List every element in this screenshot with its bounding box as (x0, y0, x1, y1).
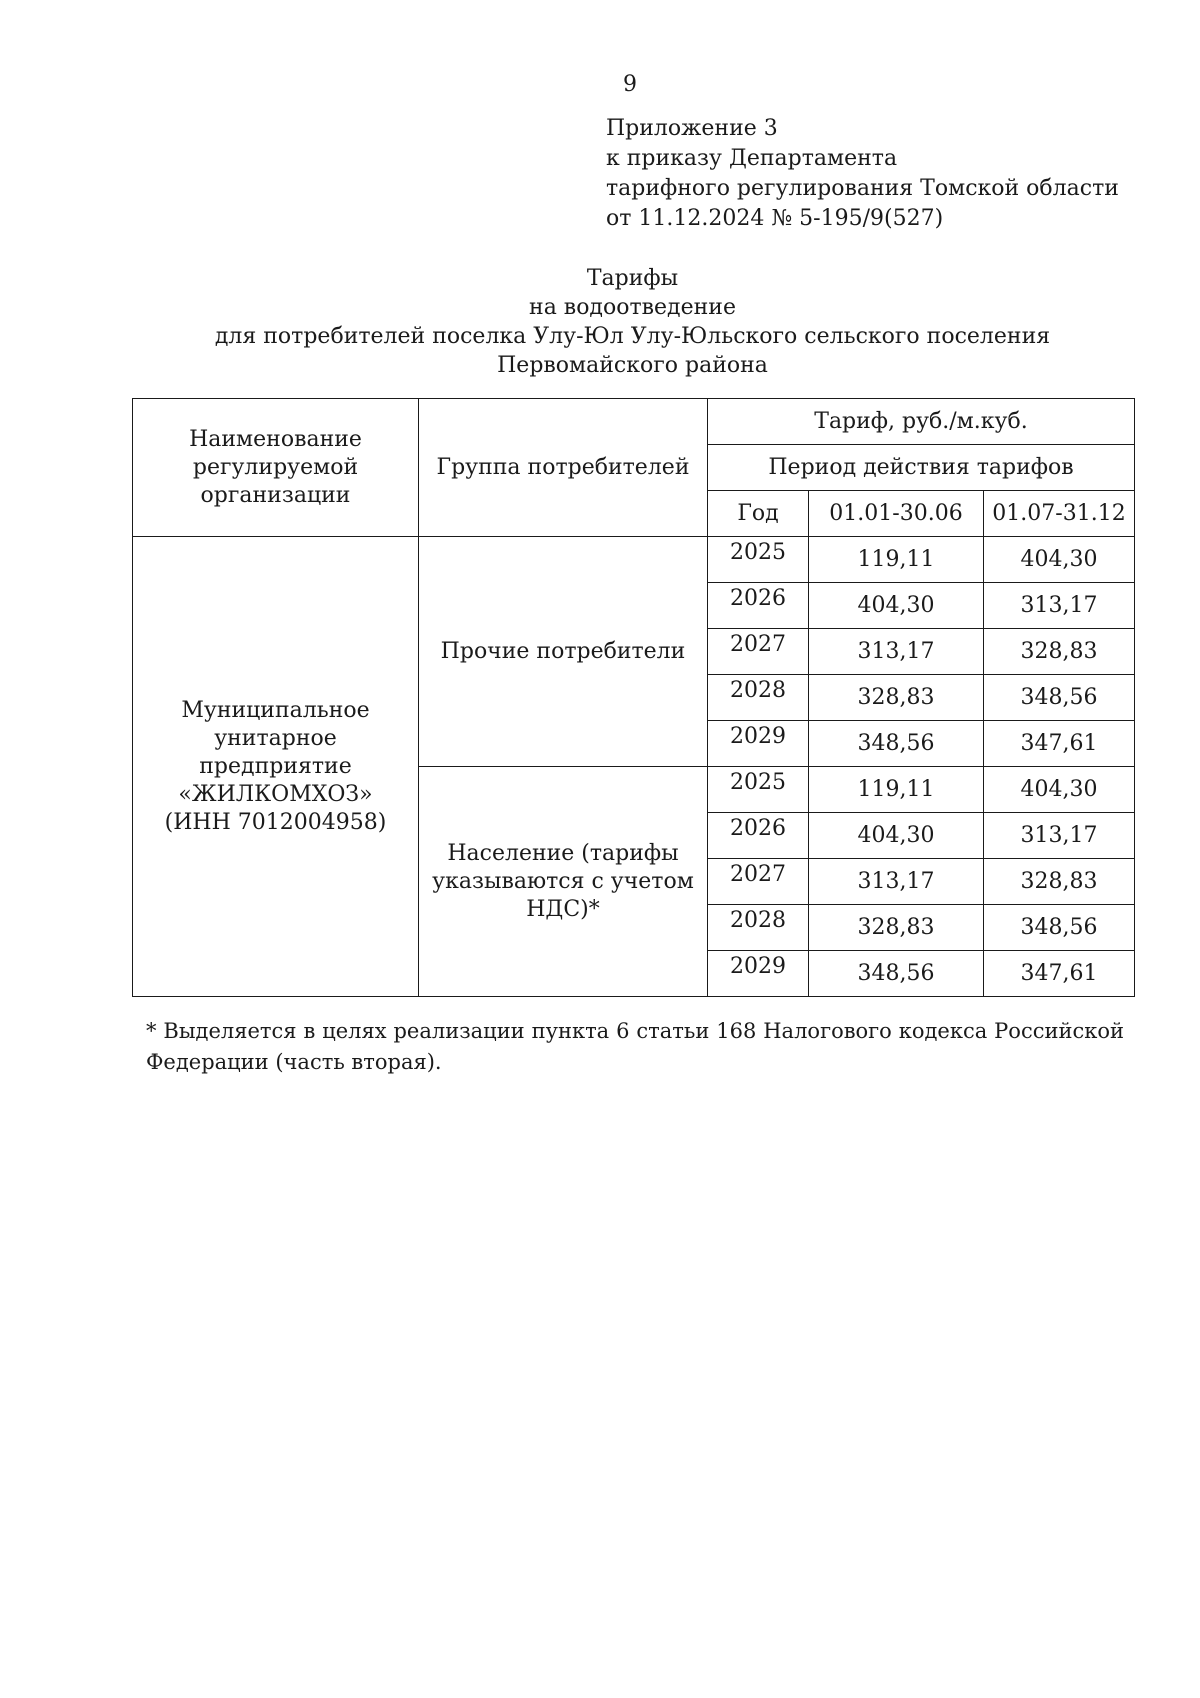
tariff-period-2-cell: 313,17 (984, 583, 1135, 629)
header-org-column: Наименование регулируемой организации (133, 399, 419, 537)
organization-name (133, 537, 419, 997)
organization-line-1: Муниципальное (181, 697, 370, 723)
consumer-group-line: НДС)* (526, 896, 600, 922)
tariff-period-1-cell: 328,83 (809, 675, 984, 721)
tariff-period-1-cell: 404,30 (809, 583, 984, 629)
year-cell: 2026 (708, 813, 809, 859)
appendix-line-1: Приложение 3 (606, 116, 778, 141)
tariff-period-1-cell: 313,17 (809, 859, 984, 905)
header-period-1: 01.01-30.06 (809, 491, 984, 537)
tariff-period-1-cell: 404,30 (809, 813, 984, 859)
consumer-group-line: указываются с учетом (432, 868, 694, 894)
tariff-period-1-cell: 348,56 (809, 721, 984, 767)
header-period: Период действия тарифов (708, 445, 1135, 491)
tariff-period-2-cell: 348,56 (984, 905, 1135, 951)
year-cell: 2025 (708, 537, 809, 583)
header-group-column: Группа потребителей (419, 399, 708, 537)
tariff-period-1-cell: 328,83 (809, 905, 984, 951)
year-cell: 2029 (708, 951, 809, 997)
consumer-group-2 (419, 767, 708, 997)
tariff-period-1-cell: 313,17 (809, 629, 984, 675)
appendix-line-4: от 11.12.2024 № 5-195/9(527) (606, 206, 944, 231)
tariff-period-2-cell: 347,61 (984, 721, 1135, 767)
year-cell: 2029 (708, 721, 809, 767)
header-period-2: 01.07-31.12 (984, 491, 1135, 537)
title-line-2: на водоотведение (529, 295, 736, 320)
appendix-line-3: тарифного регулирования Томской области (606, 176, 1119, 201)
year-cell: 2027 (708, 629, 809, 675)
year-cell: 2025 (708, 767, 809, 813)
appendix-line-2: к приказу Департамента (606, 146, 898, 171)
organization-line-4: (ИНН 7012004958) (164, 809, 387, 835)
year-cell: 2026 (708, 583, 809, 629)
tariff-period-2-cell: 404,30 (984, 767, 1135, 813)
title-line-1: Тарифы (586, 266, 679, 291)
organization-line-2: унитарное предприятие (199, 725, 352, 779)
year-cell: 2027 (708, 859, 809, 905)
header-tariff-unit: Тариф, руб./м.куб. (708, 399, 1135, 445)
tariff-period-1-cell: 119,11 (809, 537, 984, 583)
consumer-group-1 (419, 537, 708, 767)
tariff-period-2-cell: 404,30 (984, 537, 1135, 583)
tariff-period-2-cell: 328,83 (984, 859, 1135, 905)
appendix-reference (606, 114, 1119, 234)
tariff-period-2-cell: 347,61 (984, 951, 1135, 997)
year-cell: 2028 (708, 675, 809, 721)
table-row (133, 537, 1135, 583)
footnote: * Выделяется в целях реализации пункта 6 статьи 168 Налогового кодекса Российской Федерации (часть вторая). (146, 1019, 1124, 1074)
title-line-4: Первомайского района (497, 353, 768, 378)
document-title (0, 264, 1200, 380)
consumer-group-line: Прочие потребители (440, 638, 686, 664)
title-line-3: для потребителей поселка Улу-Юл Улу-Юльского сельского поселения (214, 324, 1051, 349)
tariff-period-2-cell: 313,17 (984, 813, 1135, 859)
tariff-period-1-cell: 119,11 (809, 767, 984, 813)
tariff-period-2-cell: 348,56 (984, 675, 1135, 721)
organization-line-3: «ЖИЛКОМХОЗ» (178, 781, 373, 807)
consumer-group-line: Население (тарифы (447, 840, 679, 866)
header-year: Год (708, 491, 809, 537)
tariff-period-1-cell: 348,56 (809, 951, 984, 997)
tariff-period-2-cell: 328,83 (984, 629, 1135, 675)
page-number: 9 (623, 72, 637, 97)
tariff-table (132, 398, 1135, 997)
year-cell: 2028 (708, 905, 809, 951)
